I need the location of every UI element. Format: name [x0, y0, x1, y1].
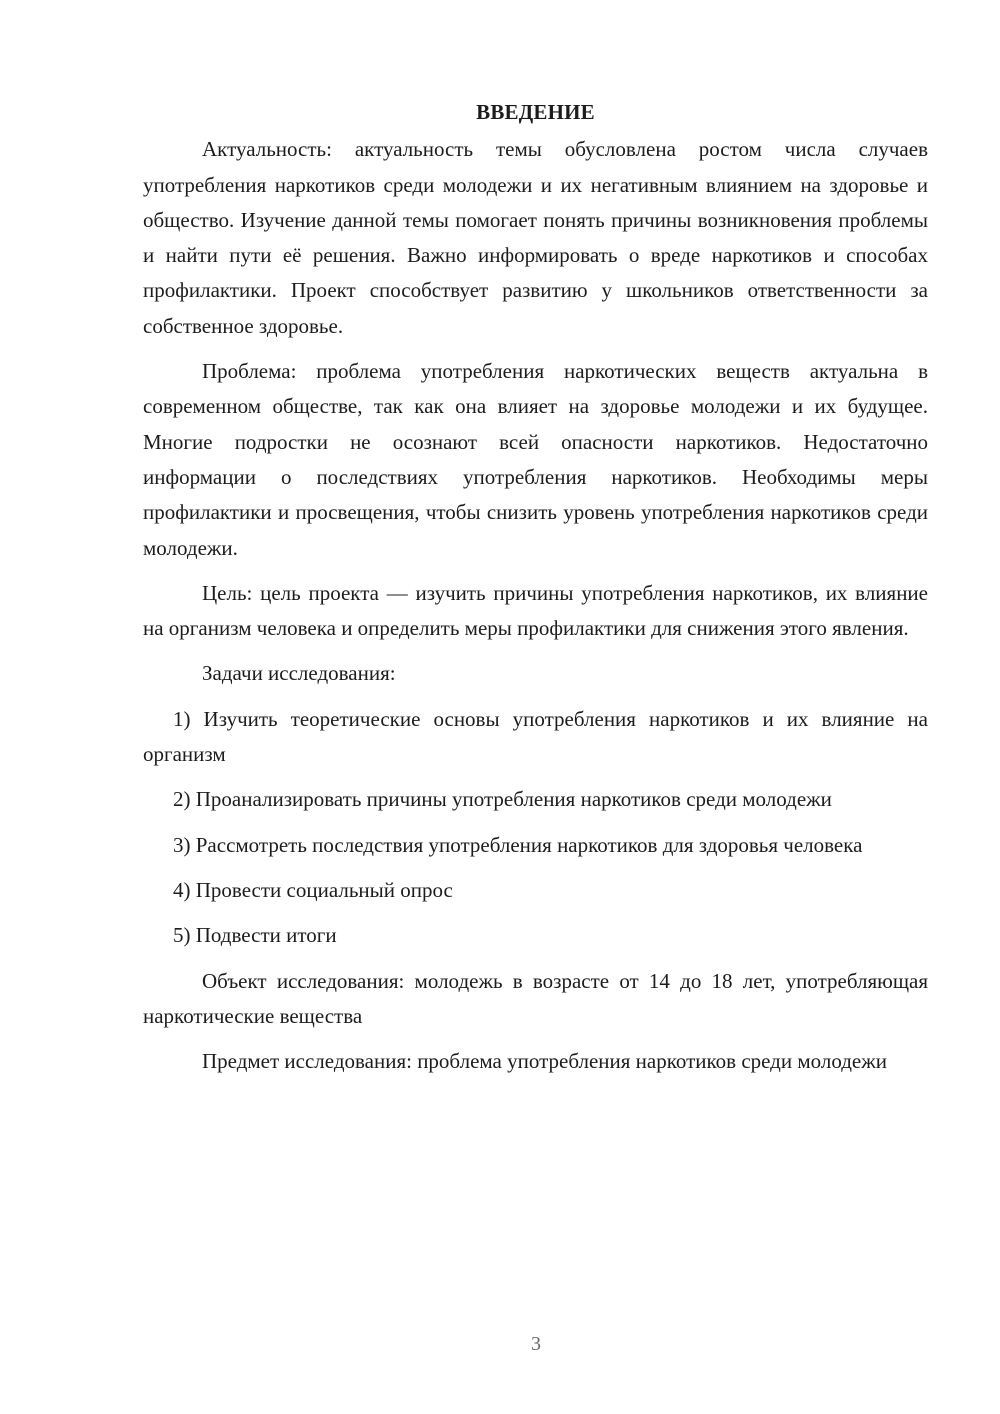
task-item-2: 2) Проанализировать причины употребления наркотиков среди молодежи: [173, 787, 832, 812]
relevance-paragraph: Актуальность: актуальность темы обусловлена ростом числа случаев употребления наркотиков среди молодежи и их негативным влиянием на здоровье и общество. Изучение данной темы помогает понять причины возникновения проблемы и найти пути её решения. Важно информировать о вреде наркотиков и способах профилактики. Проект способствует развитию у школьников ответственности за собственное здоровье.: [143, 137, 928, 338]
task-item-5: 5) Подвести итоги: [173, 923, 337, 948]
section-heading: ВВЕДЕНИЕ: [476, 100, 595, 124]
goal-paragraph: Цель: цель проекта — изучить причины употребления наркотиков, их влияние на организм человека и определить меры профилактики для снижения этого явления.: [143, 580, 928, 641]
subject-paragraph: Предмет исследования: проблема употребления наркотиков среди молодежи: [202, 1049, 887, 1074]
problem-paragraph: Проблема: проблема употребления наркотических веществ актуальна в современном обществе, так как она влияет на здоровье молодежи и их будущее. Многие подростки не осознают всей опасности наркотиков. Недостаточно информации о последствиях употребления наркотиков. Необходимы меры профилактики и просвещения, чтобы снизить уровень употребления наркотиков среди молодежи.: [143, 359, 928, 560]
task-item-4: 4) Провести социальный опрос: [173, 877, 453, 902]
tasks-list: [143, 702, 928, 954]
object-paragraph: Объект исследования: молодежь в возрасте от 14 до 18 лет, употребляющая наркотические вещества: [143, 968, 928, 1028]
tasks-title: Задачи исследования:: [202, 661, 396, 686]
page-number: 3: [531, 1333, 541, 1355]
task-item-1: 1) Изучить теоретические основы употребления наркотиков и их влияние на организм: [143, 706, 928, 767]
task-item-3: 3) Рассмотреть последствия употребления наркотиков для здоровья человека: [173, 832, 863, 857]
document-page: [143, 95, 928, 1079]
